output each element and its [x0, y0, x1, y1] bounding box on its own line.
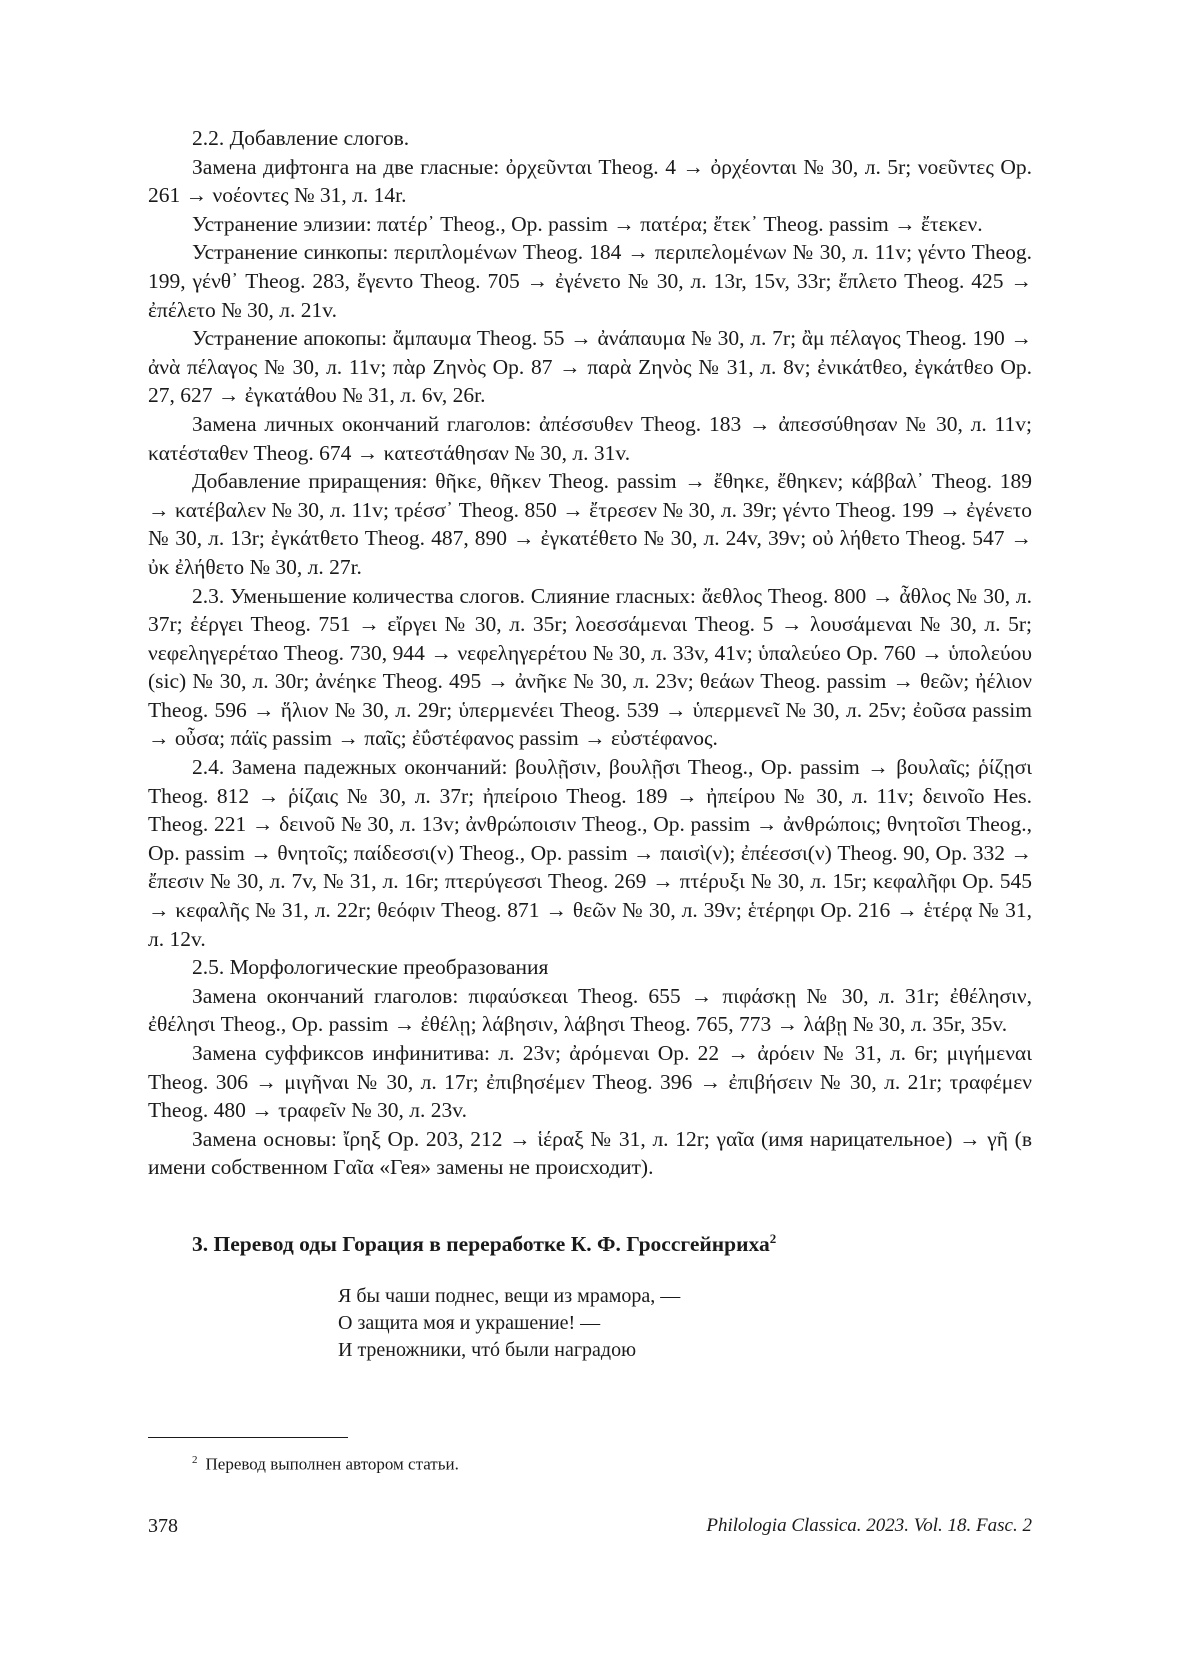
- paragraph: Замена основы: ἴρηξ Op. 203, 212 → ἱέραξ № 31, л. 12r; γαῖα (имя нарицательное) → γῆ (в имени собственном Γαῖα «Гея» замены не происходит).: [148, 1126, 1032, 1180]
- paragraph: Замена дифтонга на две гласные: ὀρχεῦνται Theog. 4 → ὀρχέονται № 30, л. 5r; νοεῦντες Op. 261 → νοέοντες № 31, л. 14r.: [148, 154, 1032, 208]
- poem: [338, 1283, 1032, 1364]
- paragraph: 2.4. Замена падежных окончаний: βουλῇσιν, βουλῇσι Theog., Op. passim → βουλαῖς; ῥίζῃσι Theog. 812 → ῥίζαις № 30, л. 37r; ἠπείροιο Theog. 189 → ἠπείρου № 30, л. 11v; δεινοῖο Hes. Theog. 221 → δεινοῦ № 30, л. 13v; ἀνθρώποισιν Theog., Op. passim → ἀνθρώποις; θνητοῖσι Theog., Op. passim → θνητοῖς; παίδεσσι(ν) Theog., Op. passim → παισὶ(ν); ἐπέεσσι(ν) Theog. 90, Op. 332 → ἔπεσιν № 30, л. 7v, № 31, л. 16r; πτερύγεσσι Theog. 269 → πτέρυξι № 30, л. 15r; κεφαλῆφι Op. 545 → κεφαλῆς № 31, л. 22r; θεόφιν Theog. 871 → θεῶν № 30, л. 39v; ἑτέρηφι Op. 216 → ἑτέρᾳ № 31, л. 12v.: [148, 755, 1032, 951]
- paragraph: Добавление приращения: θῆκε, θῆκεν Theog. passim → ἔθηκε, ἔθηκεν; κάββαλ᾿ Theog. 189 → κατέβαλεν № 30, л. 11v; τρέσσ᾿ Theog. 850 → ἔτρεσεν № 30, л. 39r; γέντο Theog. 199 → ἐγένετο № 30, л. 13r; ἐγκάτθετο Theog. 487, 890 → ἐγκατέθετο № 30, л. 24v, 39v; οὐ λήθετο Theog. 547 → ὐκ ἐλήθετο № 30, л. 27r.: [148, 469, 1032, 579]
- paragraph: Устранение элизии: πατέρ᾿ Theog., Op. passim → πατέρα; ἔτεκ᾿ Theog. passim → ἔτεκεν.: [192, 211, 983, 236]
- footnote-number: 2: [192, 1454, 198, 1466]
- footnote: [192, 1449, 459, 1476]
- footnote-text: Перевод выполнен автором статьи.: [205, 1454, 459, 1474]
- page-number: 378: [148, 1515, 178, 1537]
- paragraph: Замена личных окончаний глаголов: ἀπέσσυθεν Theog. 183 → ἀπεσσύθησαν № 30, л. 11v; κατέσταθεν Theog. 674 → κατεστάθησαν № 30, л. 31v.: [148, 411, 1032, 465]
- footnote-reference[interactable]: 2: [769, 1230, 777, 1246]
- paragraph: 2.5. Морфологические преобразования: [192, 955, 549, 980]
- poem-line: Я бы чаши поднес, вещи из мрамора, —: [338, 1284, 681, 1307]
- paragraph: Устранение апокопы: ἄμπαυμα Theog. 55 → ἀνάπαυμα № 30, л. 7r; ἂμ πέλαγος Theog. 190 → ἀνὰ πέλαγος № 30, л. 11v; πὰρ Ζηνὸς Op. 87 → παρὰ Ζηνὸς № 31, л. 8v; ἐνικάτθεο, ἐγκάτθεο Op. 27, 627 → ἐγκατάθου № 31, л. 6v, 26r.: [148, 326, 1032, 408]
- article-body: [148, 124, 1032, 1364]
- section-heading: [148, 1225, 1032, 1259]
- paragraph: Устранение синкопы: περιπλομένων Theog. 184 → περιπελομένων № 30, л. 11v; γέντο Theog. 199, γένθ᾿ Theog. 283, ἔγεντο Theog. 705 → ἐγένετο № 30, л. 13r, 15v, 33r; ἔπλετο Theog. 425 → ἐπέλετο № 30, л. 21v.: [148, 240, 1032, 322]
- journal-citation: Philologia Classica. 2023. Vol. 18. Fasc. 2: [706, 1515, 1032, 1536]
- poem-line: И треножники, чтó были наградою: [338, 1338, 637, 1361]
- paragraph: 2.2. Добавление слогов.: [192, 126, 410, 150]
- paragraph: Замена суффиксов инфинитива: л. 23v; ἀρόμεναι Op. 22 → ἀρόειν № 31, л. 6r; μιγήμεναι Theog. 306 → μιγῆναι № 30, л. 17r; ἐπιβησέμεν Theog. 396 → ἐπιβήσειν № 30, л. 21r; τραφέμεν Theog. 480 → τραφεῖν № 30, л. 23v.: [148, 1041, 1032, 1123]
- poem-line: О защита моя и украшение! —: [338, 1311, 601, 1334]
- paragraph: 2.3. Уменьшение количества слогов. Слияние гласных: ἄεθλος Theog. 800 → ἆθλος № 30, л. 37r; ἐέργει Theog. 751 → εἴργει № 30, л. 35r; λοεσσάμεναι Theog. 5 → λουσάμεναι № 30, л. 5r; νεφεληγερέταο Theog. 730, 944 → νεφεληγερέτου № 30, л. 33v, 41v; ὑπαλεύεο Op. 760 → ὑπολεύου (sic) № 30, л. 30r; ἀνέηκε Theog. 495 → ἀνῆκε № 30, л. 23v; θεάων Theog. passim → θεῶν; ἠέλιον Theog. 596 → ἥλιον № 30, л. 29r; ὑπερμενέει Theog. 539 → ὑπερμενεῖ № 30, л. 25v; ἐοῦσα passim → οὖσα; πάϊς passim → παῖς; ἐΰστέφανος passim → εὐστέφανος.: [148, 583, 1032, 751]
- paragraph: Замена окончаний глаголов: πιφαύσκεαι Theog. 655 → πιφάσκῃ № 30, л. 31r; ἐθέλησιν, ἐθέλησι Theog., Op. passim → ἐθέλῃ; λάβησιν, λάβησι Theog. 765, 773 → λάβῃ № 30, л. 35r, 35v.: [148, 983, 1032, 1037]
- section-heading-text: 3. Перевод оды Горация в переработке К. Ф. Гроссгейнриха: [192, 1232, 770, 1257]
- footnote-divider: [148, 1437, 348, 1438]
